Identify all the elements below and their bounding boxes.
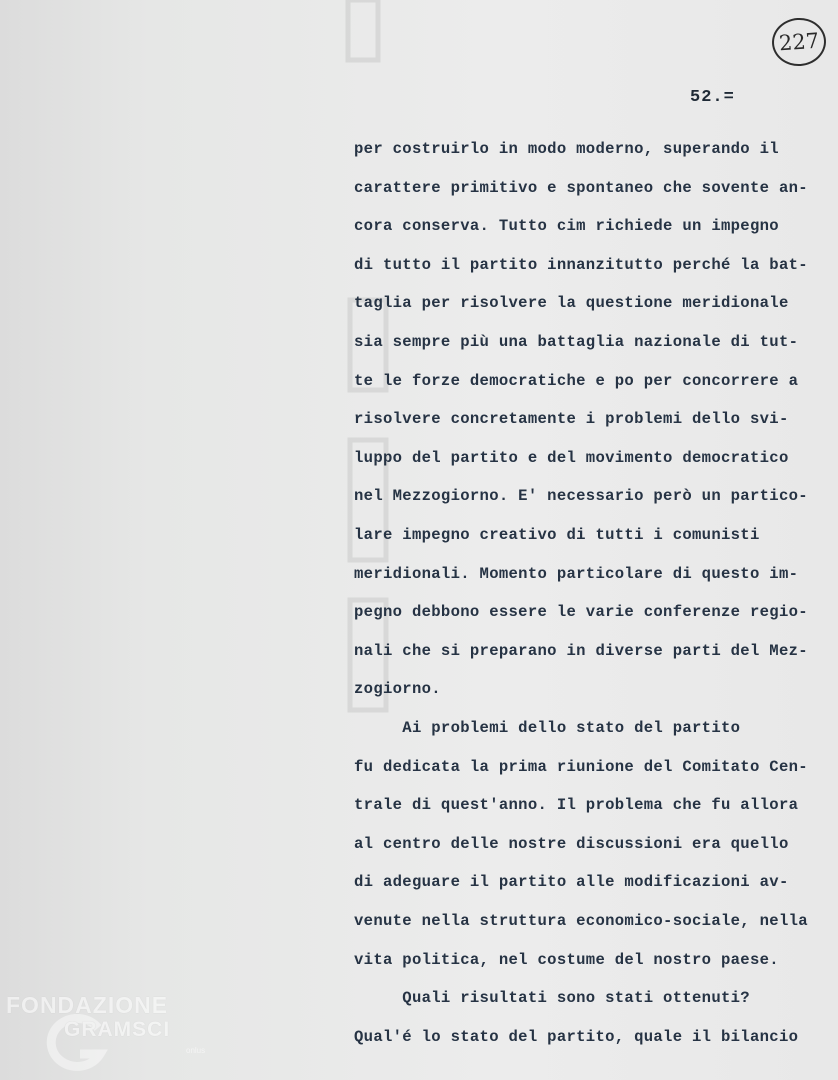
text-line: carattere primitivo e spontaneo che sovente an- bbox=[354, 178, 808, 197]
text-line: luppo del partito e del movimento democratico bbox=[354, 448, 789, 467]
text-line: nel Mezzogiorno. E' necessario però un partico- bbox=[354, 487, 808, 506]
text-line: meridionali. Momento particolare di questo im- bbox=[354, 564, 799, 583]
text-line: sia sempre più una battaglia nazionale di tut- bbox=[354, 333, 799, 351]
text-line: per costruirlo in modo moderno, superando il bbox=[354, 140, 779, 158]
text-line: lare impegno creativo di tutti i comunisti bbox=[354, 526, 760, 544]
text-line: te le forze democratiche e po per concorrere a bbox=[354, 371, 799, 390]
text-line: risolvere concretamente i problemi dello svi- bbox=[354, 410, 789, 429]
text-line: nali che si preparano in diverse parti del Mez- bbox=[354, 641, 808, 660]
text-line: Ai problemi dello stato del partito bbox=[354, 719, 741, 737]
text-line: cora conserva. Tutto cim richiede un impegno bbox=[354, 217, 779, 236]
logo-line-3: onlus bbox=[186, 1046, 206, 1055]
text-line: Quali risultati sono stati ottenuti? bbox=[354, 989, 750, 1008]
page-number: 52.= bbox=[690, 88, 735, 107]
text-line: trale di quest'anno. Il problema che fu allora bbox=[354, 796, 799, 815]
text-line: al centro delle nostre discussioni era quello bbox=[354, 834, 789, 853]
text-line: zogiorno. bbox=[354, 680, 441, 699]
text-line: di adeguare il partito alle modificazioni av- bbox=[354, 873, 789, 892]
archive-folio-stamp bbox=[770, 16, 827, 68]
logo-line-1: FONDAZIONE bbox=[6, 992, 169, 1018]
text-line: pegno debbono essere le varie conferenze regio- bbox=[354, 603, 808, 622]
fondazione-gramsci-logo bbox=[6, 990, 216, 1070]
text-line: taglia per risolvere la questione meridionale bbox=[354, 294, 789, 313]
logo-line-2: GRAMSCI bbox=[64, 1018, 171, 1041]
archive-folio-number: 227 bbox=[778, 28, 820, 56]
text-line: venute nella struttura economico-sociale, nella bbox=[354, 912, 808, 930]
text-line: fu dedicata la prima riunione del Comitato Cen- bbox=[354, 757, 808, 776]
text-line: vita politica, nel costume del nostro paese. bbox=[354, 950, 779, 969]
text-line: di tutto il partito innanzitutto perché la bat- bbox=[354, 255, 808, 274]
text-line: Qual'é lo stato del partito, quale il bilancio bbox=[354, 1027, 799, 1046]
